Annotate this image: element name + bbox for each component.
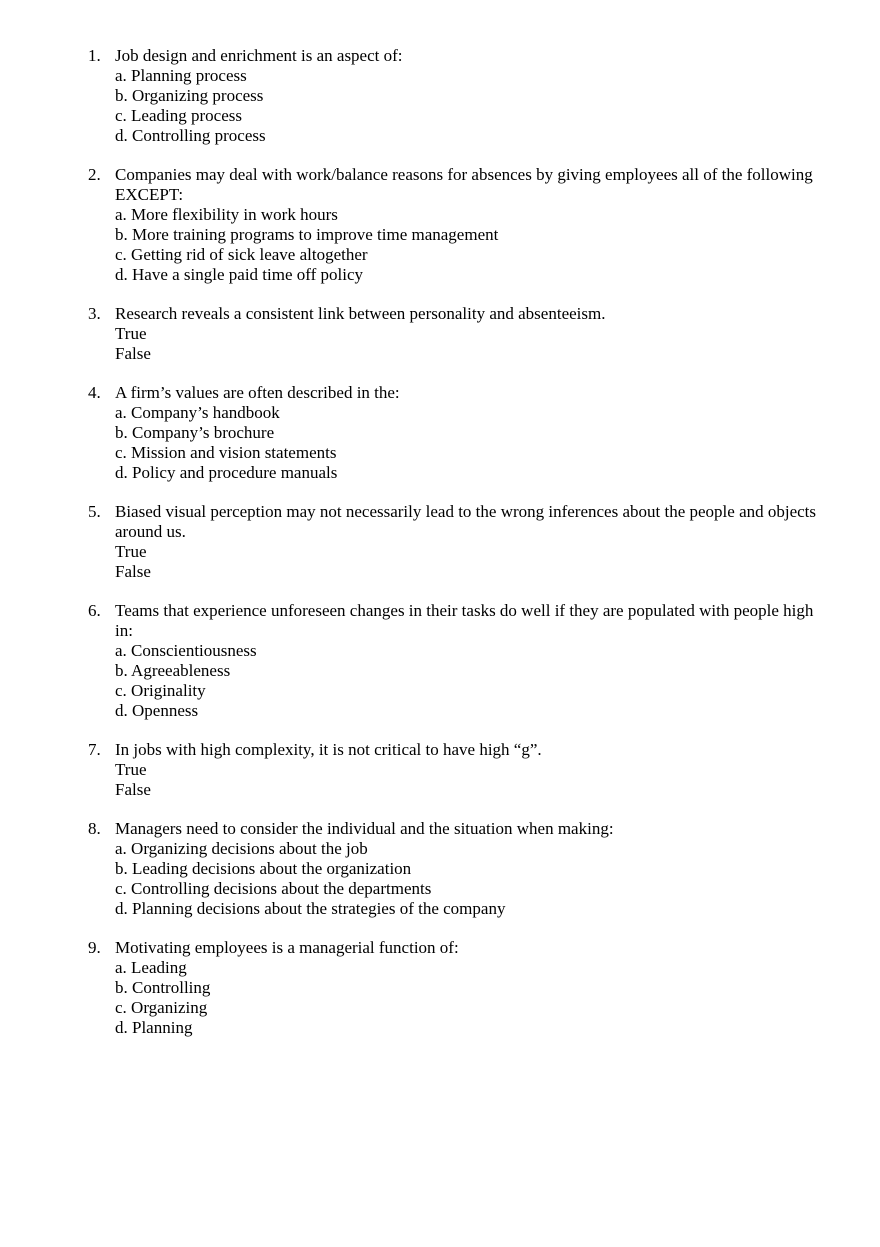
question-text: Managers need to consider the individual and the situation when making: [115, 819, 614, 838]
question-2 [0, 165, 880, 285]
option: True [115, 542, 147, 561]
option: c. Organizing [115, 998, 208, 1017]
option: True [115, 324, 147, 343]
option-list [115, 641, 830, 721]
option: b. More training programs to improve time management [115, 225, 499, 244]
question-3 [0, 304, 880, 364]
question-1 [0, 46, 880, 146]
option: c. Getting rid of sick leave altogether [115, 245, 368, 264]
option: d. Planning decisions about the strategies of the company [115, 899, 506, 918]
option: c. Controlling decisions about the departments [115, 879, 432, 898]
question-number: 7. [88, 740, 101, 759]
question-number: 2. [88, 165, 101, 184]
question-text: Companies may deal with work/balance reasons for absences by giving employees all of the following EXCEPT: [115, 165, 813, 204]
option: c. Originality [115, 681, 206, 700]
option: True [115, 760, 147, 779]
option: a. Planning process [115, 66, 247, 85]
question-8 [0, 819, 880, 919]
question-number: 9. [88, 938, 101, 957]
question-text: Job design and enrichment is an aspect of: [115, 46, 403, 65]
option-list [115, 958, 830, 1038]
option: b. Leading decisions about the organization [115, 859, 412, 878]
question-number: 1. [88, 46, 101, 65]
option: d. Controlling process [115, 126, 266, 145]
question-number: 5. [88, 502, 101, 521]
question-text: Biased visual perception may not necessarily lead to the wrong inferences about the people and objects around us. [115, 502, 817, 541]
option: b. Controlling [115, 978, 211, 997]
question-text: A firm’s values are often described in the: [115, 383, 400, 402]
option: False [115, 780, 151, 799]
option: a. Conscientiousness [115, 641, 257, 660]
option-list [115, 403, 830, 483]
option: c. Leading process [115, 106, 242, 125]
question-text: Teams that experience unforeseen changes in their tasks do well if they are populated with people high in: [115, 601, 814, 640]
question-9 [0, 938, 880, 1038]
option: c. Mission and vision statements [115, 443, 337, 462]
option-list [115, 205, 830, 285]
option: a. Company’s handbook [115, 403, 280, 422]
option: b. Company’s brochure [115, 423, 275, 442]
option: False [115, 562, 151, 581]
option: False [115, 344, 151, 363]
option: a. Organizing decisions about the job [115, 839, 368, 858]
option: d. Have a single paid time off policy [115, 265, 364, 284]
option: d. Openness [115, 701, 199, 720]
option-list [115, 66, 830, 146]
option-list [115, 839, 830, 919]
question-5 [0, 502, 880, 582]
question-text: Motivating employees is a managerial function of: [115, 938, 459, 957]
option: a. Leading [115, 958, 187, 977]
question-7 [0, 740, 880, 800]
option-list [115, 324, 830, 364]
question-6 [0, 601, 880, 721]
option: d. Planning [115, 1018, 193, 1037]
question-4 [0, 383, 880, 483]
option: b. Agreeableness [115, 661, 231, 680]
option: d. Policy and procedure manuals [115, 463, 338, 482]
question-number: 8. [88, 819, 101, 838]
question-text: In jobs with high complexity, it is not critical to have high “g”. [115, 740, 542, 759]
option: a. More flexibility in work hours [115, 205, 338, 224]
option: b. Organizing process [115, 86, 264, 105]
question-list [0, 46, 880, 1057]
question-number: 6. [88, 601, 101, 620]
question-number: 3. [88, 304, 101, 323]
question-text: Research reveals a consistent link between personality and absenteeism. [115, 304, 606, 323]
question-number: 4. [88, 383, 101, 402]
option-list [115, 760, 830, 800]
option-list [115, 542, 830, 582]
